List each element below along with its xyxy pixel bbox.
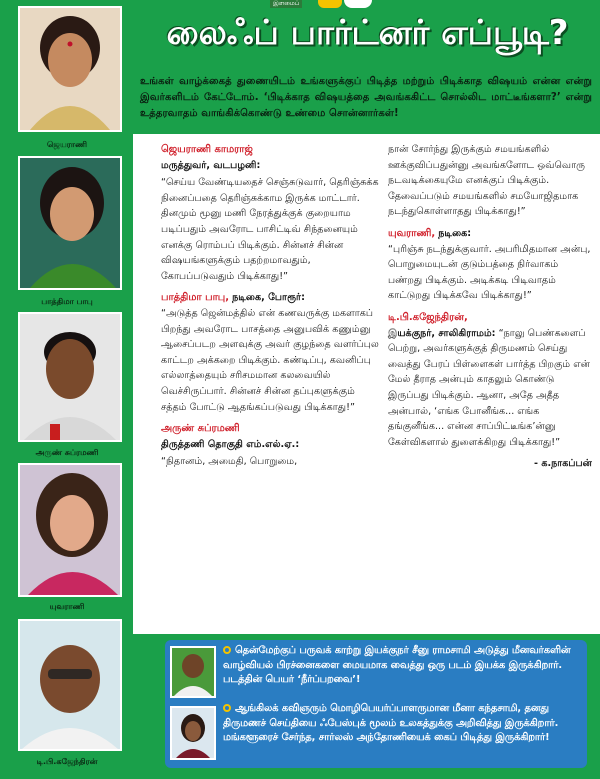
portrait-fathima-babu — [18, 156, 122, 290]
author-signature: - க.நாகப்பன் — [534, 458, 592, 470]
news-photo-director — [170, 646, 216, 698]
caption-1: ஜெயராணி — [47, 140, 87, 149]
photo-column — [0, 0, 132, 779]
caption-5: டி.பி.கஜேந்திரன் — [36, 757, 98, 766]
interviewee-name: யுவராணி, — [388, 227, 436, 239]
intro-text: உங்கள் வாழ்க்கைத் துணையிடம் உங்களுக்குப் பிடித்த மற்றும் பிடிக்காத விஷயம் என்ன என்று இவர்களிடம் கேட்டோம். ‘பிடிக்காத விஷயத்தை அவங்ககிட்ட சொல்லிட மாட்டீங்களா?’ என்று உத்தரவாதம் வாங்கிக்கொண்டு உண்மை சொன்னார்கள்! — [140, 76, 592, 119]
interviewee-name: ஜெயராணி காமராஜ் — [161, 144, 253, 155]
interviewee-name: அருண் சுப்ரமணி — [161, 423, 240, 435]
interview-quote: “புரிஞ்சு நடந்துக்குவார். அபரிமிதமான அன்பு, பொறுமையுடன் குடும்பத்தை நிர்வாகம் பண்றது பிடிக்கும். அடிக்கடி பிடிவாதம் காட்டுறது பிடிக்கவே பிடிக்காது!” — [388, 243, 591, 302]
news-item-2 — [223, 702, 583, 746]
interviewee-role: இயக்குநர், சாலிகிராமம்: — [388, 327, 496, 339]
interviewee-role: திருத்தணி தொகுதி எம்.எல்.ஏ.: — [161, 438, 300, 450]
interviewee-heading — [388, 226, 592, 242]
portrait-arun-subramani — [18, 312, 122, 442]
bullet-icon — [223, 646, 231, 654]
interviewee-role: நடிகை: — [438, 227, 472, 239]
bullet-icon — [223, 704, 231, 712]
caption-3: அருண் சுப்ரமணி — [35, 448, 99, 457]
interview-quote: “நாலு பெண்களைப் பெற்று, அவர்களுக்குத் திருமணம் செய்து வைத்து பேரப் பிள்ளைகள் பார்த்த பிறகும் என் மேல் தீராத அன்பும் காதலும் கொண்டு இருப்பது பிடிக்கும். ஆனா, அதே அதீத அன்பால், ‘எங்க போனீங்க... எங்க தங்குனீங்க... என்ன சாப்பிட்டீங்க’ன்னு கேள்விகளால் துளைக்கிறது பிடிக்காது!” — [388, 327, 590, 448]
news-item-1 — [223, 644, 583, 688]
interviewee-name: பாத்திமா பாபு, — [161, 292, 230, 304]
interview-quote: “அடுத்த ஜென்மத்தில் என் கணவருக்கு மகளாகப் பிறந்து அவரோட பாசத்தை அனுபவிக் கணும்னு ஆசைப்படற அளவுக்கு அவர் குழந்தை வளர்ப்புல காட்டற அக்கறை பிடிக்கும். கண்டிப்பு, கவனிப்பு எல்லாத்தையும் சரிசமமான கலவையில் வெச்சிருப்பார். சின்னச் சின்ன தப்புகளுக்கும் சத்தம் போட்டு ஆதங்கப்படுவது பிடிக்காது!” — [161, 307, 379, 413]
news-box — [165, 640, 587, 768]
portrait-tp-gajendran — [18, 619, 122, 751]
portrait-yuvarani — [18, 463, 122, 597]
interviewee-name: டி.பி.கஜேந்திரன், — [388, 311, 468, 323]
interview-quote: நான் சோர்ந்து இருக்கும் சமயங்களில் ஊக்குவிப்பதுன்னு அவங்களோட ஒவ்வொரு நடவடிக்கையுமே எனக்குப் பிடிக்கும். தேவைப்படும் சமயங்களில் சமயோஜிதமாக நடந்துகொள்ளாதது பிடிக்காது!” — [388, 144, 585, 218]
interviewee-heading — [161, 290, 383, 306]
article-column-1 — [161, 142, 383, 476]
interview-quote: “செய்ய வேண்டியதைச் செஞ்சுடுவார், தெரிஞ்சுக்க நினைப்பதை தெரிஞ்சுக்காம இருக்க மாட்டார். தினமும் மூனு மணி நேரத்துக்குக் குறையாம படிப்பதும் அவரோட பாசிட்டிவ் சிந்தனையும் எனக்கு ரொம்பப் பிடிக்கும். சின்னச் சின்ன விஷயங்களுக்கும் பதற்றமாவதும், கோபப்படுவதும் பிடிக்காது!” — [161, 177, 379, 282]
portrait-jayarani — [18, 6, 122, 132]
interview-quote: “நிதானம், அமைதி, பொறுமை, — [161, 456, 298, 468]
page-title: லைஃப் பார்ட்னர் எப்பூடி? — [166, 13, 569, 53]
caption-4: யுவராணி — [49, 602, 85, 611]
news-photo-poet — [170, 706, 216, 760]
interviewee-role: மருத்துவர், வடபழனி: — [161, 159, 261, 171]
news-item-text: தென்மேற்குப் பருவக் காற்று இயக்குநர் சீனு ராமசாமி அடுத்து மீனவர்களின் வாழ்வியல் பிரச்னைகளை மையமாக வைத்து ஒரு படம் இயக்க இருக்கிறார். படத்தின் பெயர் ‘நீர்ப்பறவை’! — [223, 645, 571, 685]
news-item-text: ஆங்கிலக் கவிஞரும் மொழிபெயர்ப்பாளருமான மீனா கந்தசாமி, தனது திருமணச் செய்தியை ஃபேஸ்புக் மூலம் உலகத்துக்கு அறிவித்து இருக்கிறார். மங்களூரைச் சேர்ந்த, சார்லஸ் அந்தோணியைக் கைப் பிடித்து இருக்கிறார்! — [223, 703, 559, 743]
publisher-tag: இளமைப் — [270, 0, 302, 8]
caption-2: பாத்திமா பாபு — [41, 297, 93, 306]
article-column-2 — [388, 142, 592, 472]
interviewee-role: நடிகை, போரூர்: — [232, 292, 305, 304]
article-panel — [133, 134, 600, 634]
